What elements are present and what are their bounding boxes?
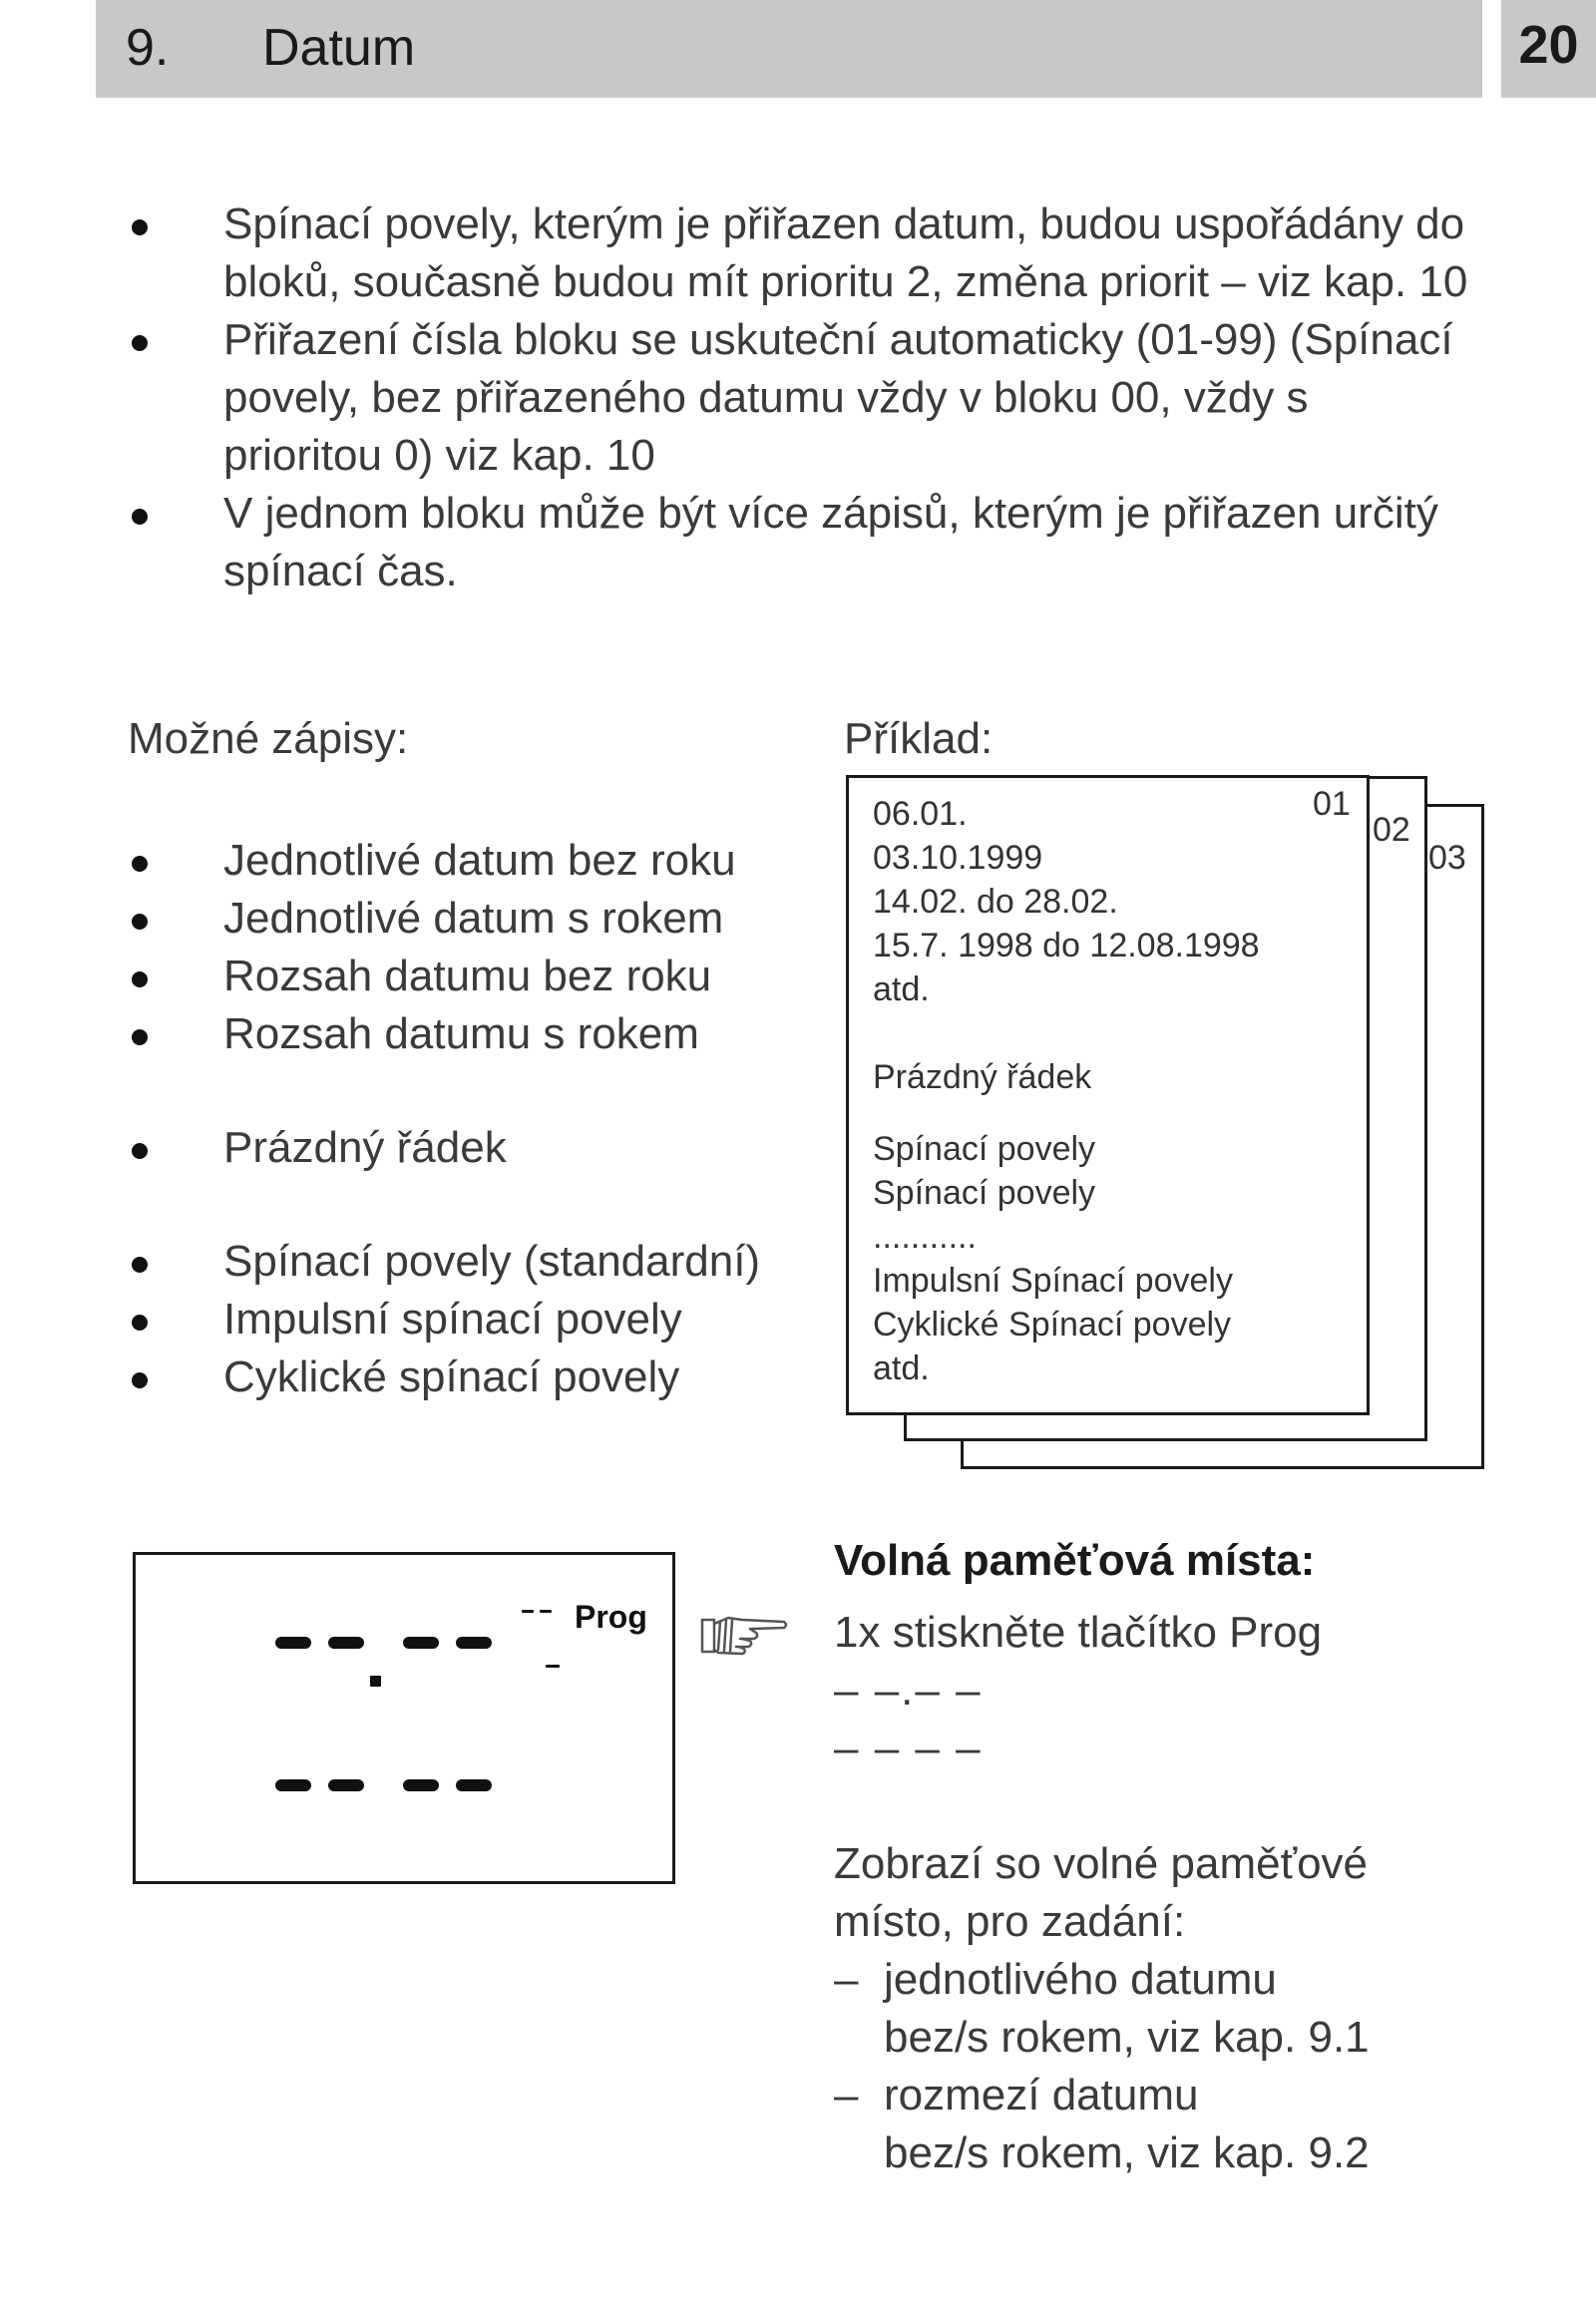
free-memory-title: Volná paměťová místa: bbox=[834, 1536, 1316, 1585]
lcd-small-segment bbox=[522, 1610, 534, 1613]
intro-bullet-list bbox=[130, 195, 1476, 600]
free-memory-description: Zobrazí so volné paměťové místo, pro zadání: bbox=[834, 1839, 1369, 1946]
lcd-segment bbox=[403, 1779, 439, 1791]
option-line: rozmezí datumu bbox=[884, 2071, 1199, 2119]
intro-bullet: Spínací povely, kterým je přiřazen datum, budou uspořádány do bloků, současně budou mít prioritu 2, změna priorit – viz kap. 10 bbox=[130, 195, 1476, 311]
lcd-segment bbox=[328, 1779, 364, 1791]
lcd-dot bbox=[370, 1676, 381, 1687]
possible-entries-label: Možné zápisy: bbox=[128, 714, 409, 763]
block-number-02: 02 bbox=[1373, 811, 1410, 849]
entry-item: Jednotlivé datum bez roku bbox=[130, 832, 828, 890]
lcd-display bbox=[133, 1552, 675, 1884]
example-line: Prázdný řádek bbox=[873, 1058, 1092, 1096]
lcd-segment bbox=[403, 1637, 439, 1649]
entry-item: Impulsní spínací povely bbox=[130, 1291, 828, 1348]
example-line: atd. bbox=[873, 970, 930, 1008]
free-memory-option bbox=[834, 1951, 1432, 2067]
entry-item: Spínací povely (standardní) bbox=[130, 1233, 828, 1291]
chapter-number: 9. bbox=[126, 19, 170, 77]
lcd-segment bbox=[275, 1637, 311, 1649]
example-line: 15.7. 1998 do 12.08.1998 bbox=[873, 927, 1260, 964]
free-memory-instruction: 1x stiskněte tlačítko Prog bbox=[834, 1608, 1323, 1657]
example-line: 03.10.1999 bbox=[873, 839, 1043, 877]
option-line: bez/s rokem, viz kap. 9.1 bbox=[884, 2013, 1370, 2062]
entry-item: Jednotlivé datum s rokem bbox=[130, 890, 828, 948]
chapter-title: Datum bbox=[262, 19, 416, 77]
pointing-hand-icon bbox=[698, 1610, 790, 1658]
block-number-03: 03 bbox=[1428, 839, 1466, 877]
example-line: atd. bbox=[873, 1349, 930, 1387]
free-memory-option bbox=[834, 2067, 1432, 2182]
example-line: ........... bbox=[873, 1218, 977, 1256]
intro-bullet: V jednom bloku může být více zápisů, kterým je přiřazen určitý spínací čas. bbox=[130, 485, 1476, 600]
block-number-01: 01 bbox=[1313, 785, 1351, 823]
example-line: 14.02. do 28.02. bbox=[873, 883, 1118, 921]
example-line: Impulsní Spínací povely bbox=[873, 1262, 1233, 1300]
option-dash: – bbox=[834, 2071, 859, 2119]
possible-entries-list bbox=[130, 832, 828, 1406]
page-number: 20 bbox=[1518, 15, 1579, 75]
example-line: Spínací povely bbox=[873, 1130, 1096, 1168]
entry-item: Rozsah datumu s rokem bbox=[130, 1005, 828, 1063]
example-label: Příklad: bbox=[844, 714, 994, 763]
lcd-small-segment bbox=[540, 1610, 552, 1613]
lcd-small-segment bbox=[546, 1665, 560, 1668]
free-memory-display-line2: – – – – bbox=[834, 1724, 983, 1772]
free-memory-display-line1: – –.– – bbox=[834, 1666, 983, 1715]
lcd-segment bbox=[456, 1637, 492, 1649]
example-line: Cyklické Spínací povely bbox=[873, 1306, 1232, 1344]
option-line: jednotlivého datumu bbox=[884, 1955, 1277, 2004]
lcd-prog-label: Prog bbox=[575, 1599, 647, 1635]
lcd-segment bbox=[275, 1779, 311, 1791]
option-dash: – bbox=[834, 1955, 859, 2004]
lcd-segment bbox=[456, 1779, 492, 1791]
entry-item: Cyklické spínací povely bbox=[130, 1348, 828, 1406]
entry-item: Rozsah datumu bez roku bbox=[130, 948, 828, 1005]
example-line: Spínací povely bbox=[873, 1174, 1096, 1212]
example-line: 06.01. bbox=[873, 795, 968, 833]
free-memory-options bbox=[834, 1951, 1432, 2182]
lcd-segment bbox=[328, 1637, 364, 1649]
option-line: bez/s rokem, viz kap. 9.2 bbox=[884, 2128, 1370, 2177]
entry-item: Prázdný řádek bbox=[130, 1119, 828, 1177]
intro-bullet: Přiřazení čísla bloku se uskuteční automaticky (01-99) (Spínací povely, bez přiřazeného datumu vždy v bloku 00, vždy s prioritou 0) viz kap. 10 bbox=[130, 311, 1476, 485]
